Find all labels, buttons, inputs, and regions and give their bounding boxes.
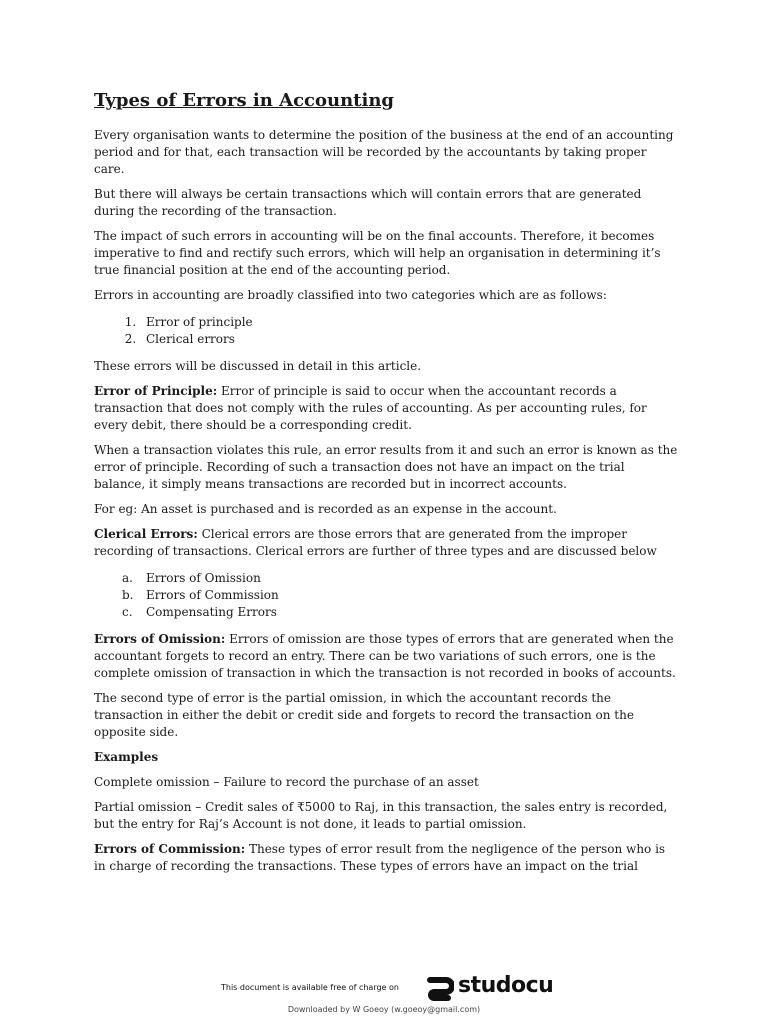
principle-paragraph bbox=[94, 383, 678, 434]
categories-list bbox=[94, 314, 678, 348]
principle-text: Error of principle is said to occur when the accountant records a transaction that does not comply with the rules of accounting. As per accounting rules, for every debit, there should be a corresponding credit. bbox=[94, 384, 647, 432]
commission-paragraph bbox=[94, 841, 678, 875]
commission-heading: Errors of Commission: bbox=[94, 842, 246, 856]
availability-text: This document is available free of charge on bbox=[221, 983, 399, 992]
studocu-logo-icon[interactable] bbox=[424, 976, 454, 1004]
discussed-paragraph: These errors will be discussed in detail in this article. bbox=[94, 359, 422, 373]
complete-omission-example: Complete omission – Failure to record the purchase of an asset bbox=[94, 775, 479, 789]
intro-paragraph-3: The impact of such errors in accounting will be on the final accounts. Therefore, it becomes imperative to find and rectify such errors, which will help an organisation in determining it’s true financial position at the end of the accounting period. bbox=[94, 229, 661, 277]
list-item-text: Compensating Errors bbox=[146, 605, 277, 619]
list-item bbox=[116, 587, 678, 604]
omission-text: Errors of omission are those types of errors that are generated when the accountant forgets to record an entry. There can be two variations of such errors, one is the complete omission of transaction in which the transaction is not recorded in books of accounts. bbox=[94, 632, 676, 680]
list-marker: a. bbox=[122, 571, 133, 585]
list-item-text: Errors of Omission bbox=[146, 571, 261, 585]
clerical-paragraph bbox=[94, 526, 678, 560]
page-title: Types of Errors in Accounting bbox=[94, 90, 394, 111]
list-marker: c. bbox=[122, 605, 133, 619]
clerical-text: Clerical errors are those errors that are generated from the improper recording of transactions. Clerical errors are further of three types and are discussed below bbox=[94, 527, 657, 558]
clerical-heading: Clerical Errors: bbox=[94, 527, 198, 541]
principle-paragraph-2: When a transaction violates this rule, an error results from it and such an error is known as the error of principle. Recording of such a transaction does not have an impact on the trial balance, it simply means transactions are recorded but in incorrect accounts. bbox=[94, 443, 678, 491]
omission-paragraph-2: The second type of error is the partial omission, in which the accountant records the transaction in either the debit or credit side and forgets to record the transaction on the opposite side. bbox=[94, 691, 634, 739]
studocu-brand[interactable]: studocu bbox=[458, 973, 554, 998]
studocu-footer bbox=[0, 972, 768, 1024]
partial-omission-example: Partial omission – Credit sales of ₹5000 to Raj, in this transaction, the sales entry is recorded, but the entry for Raj’s Account is not done, it leads to partial omission. bbox=[94, 800, 668, 831]
commission-text: These types of error result from the negligence of the person who is in charge of recording the transactions. These types of errors have an impact on the trial bbox=[94, 842, 666, 873]
intro-paragraph-4: Errors in accounting are broadly classified into two categories which are as follows: bbox=[94, 288, 607, 302]
omission-heading: Errors of Omission: bbox=[94, 632, 226, 646]
principle-example: For eg: An asset is purchased and is recorded as an expense in the account. bbox=[94, 502, 557, 516]
clerical-types-list bbox=[94, 570, 678, 621]
list-item: 2. Clerical errors bbox=[140, 331, 678, 348]
examples-heading: Examples bbox=[94, 750, 159, 764]
list-item-text: Errors of Commission bbox=[146, 588, 279, 602]
intro-paragraph-1: Every organisation wants to determine the position of the business at the end of an accounting period and for that, each transaction will be recorded by the accountants by taking proper care. bbox=[94, 128, 674, 176]
omission-paragraph bbox=[94, 631, 678, 682]
principle-heading: Error of Principle: bbox=[94, 384, 218, 398]
list-item: 1. Error of principle bbox=[140, 314, 678, 331]
document-page bbox=[94, 89, 678, 883]
intro-paragraph-2: But there will always be certain transactions which will contain errors that are generated during the recording of the transaction. bbox=[94, 187, 642, 218]
downloaded-by-text: Downloaded by W Goeoy (w.goeoy@gmail.com) bbox=[287, 1005, 481, 1014]
list-item bbox=[116, 570, 678, 587]
list-marker: b. bbox=[122, 588, 134, 602]
list-item bbox=[116, 604, 678, 621]
